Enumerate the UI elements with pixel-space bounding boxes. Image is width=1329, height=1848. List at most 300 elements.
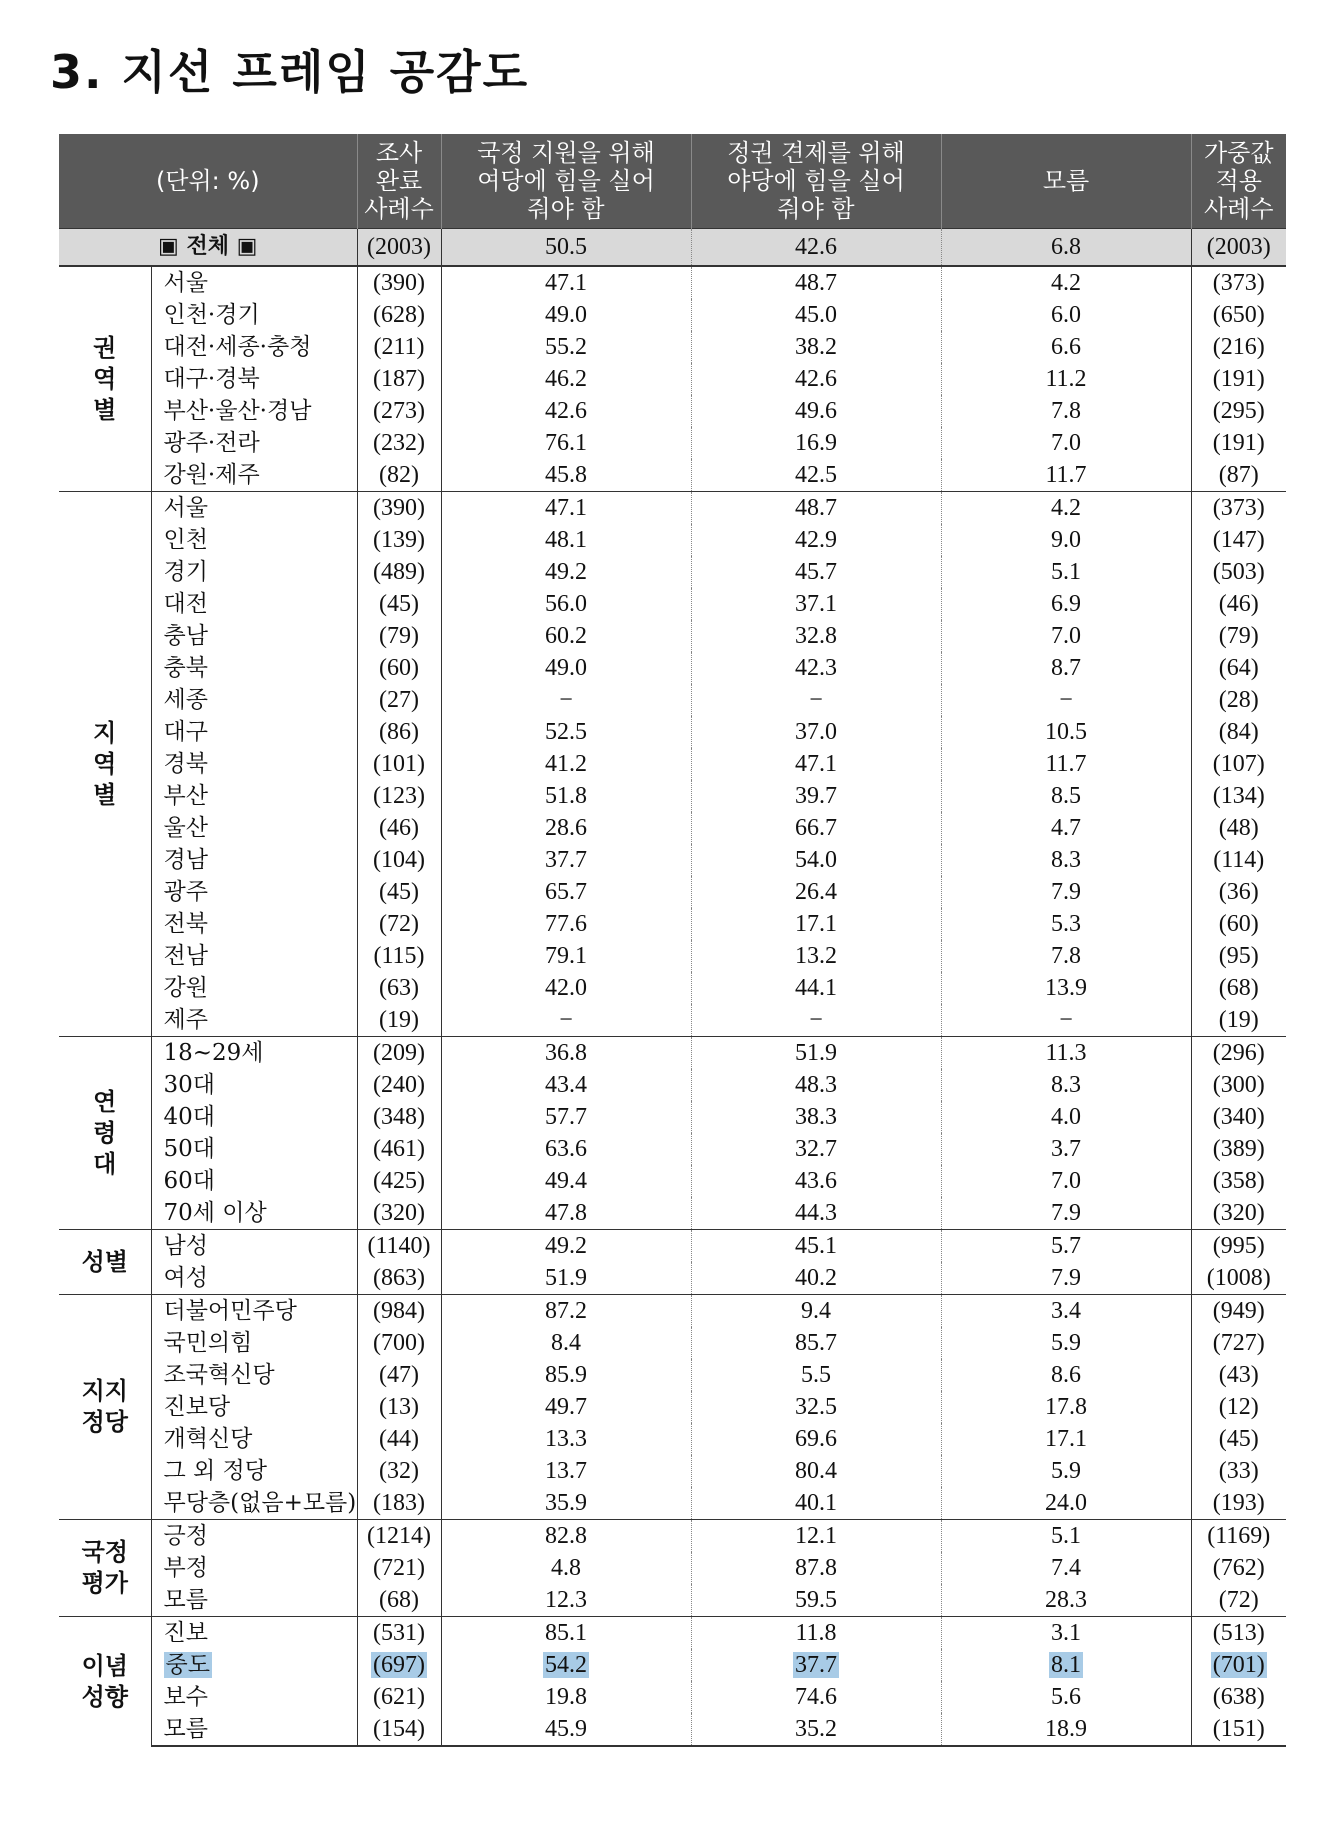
cell-value: 8.5 [1051, 782, 1081, 809]
row-label [151, 652, 357, 684]
cell-support-ruling [441, 1069, 691, 1101]
table-row [59, 1295, 1286, 1328]
cell-weighted-cases [1191, 1197, 1286, 1230]
cell-value: 26.4 [795, 878, 837, 905]
table-row [59, 1230, 1286, 1263]
cell-support-ruling [441, 588, 691, 620]
table-row [59, 972, 1286, 1004]
cell-value: − [559, 686, 573, 713]
cell-check-government [691, 395, 941, 427]
cell-dont-know [941, 1101, 1191, 1133]
cell-value: 37.7 [545, 846, 587, 873]
cell-support-ruling [441, 684, 691, 716]
cell-value: (762) [1212, 1554, 1265, 1581]
cell-support-ruling [441, 1197, 691, 1230]
row-label [151, 908, 357, 940]
cell-value: 45.0 [795, 301, 837, 328]
row-label-text: 경북 [163, 750, 208, 777]
group-label: 연 령 대 [59, 1037, 151, 1230]
cell-dont-know [941, 1391, 1191, 1423]
total-label: ▣ 전체 ▣ [59, 229, 357, 267]
table-row [59, 716, 1286, 748]
cell-weighted-cases [1191, 524, 1286, 556]
cell-value: (209) [373, 1039, 425, 1066]
cell-value: 8.6 [1051, 1361, 1081, 1388]
cell-value: 32.5 [795, 1393, 837, 1420]
cell-value: (373) [1212, 269, 1265, 296]
cell-value: 7.0 [1051, 1167, 1081, 1194]
cell-value: 13.2 [795, 942, 837, 969]
row-label [151, 588, 357, 620]
cell-value: 54.0 [795, 846, 837, 873]
cell-check-government [691, 1520, 941, 1553]
cell-check-government [691, 331, 941, 363]
cell-weighted-cases [1191, 780, 1286, 812]
table-row [59, 1617, 1286, 1650]
header-weighted-cases [1191, 134, 1286, 229]
cell-value: (84) [1218, 718, 1259, 745]
cell-weighted-cases [1191, 908, 1286, 940]
cell-value: (240) [373, 1071, 425, 1098]
cell-cases [357, 588, 441, 620]
cell-value: 48.7 [795, 494, 837, 521]
cell-cases [357, 1681, 441, 1713]
row-label-text: 광주 [163, 878, 208, 905]
cell-value: 48.3 [795, 1071, 837, 1098]
table-row [59, 620, 1286, 652]
cell-cases [357, 459, 441, 492]
cell-value: 17.1 [795, 910, 837, 937]
table-row [59, 1487, 1286, 1520]
group-label: 성별 [59, 1230, 151, 1295]
group-label: 국정 평가 [59, 1520, 151, 1617]
cell-value: (721) [373, 1554, 425, 1581]
table-row [59, 1165, 1286, 1197]
cell-weighted-cases [1191, 1487, 1286, 1520]
cell-value: 13.3 [545, 1425, 587, 1452]
cell-dont-know [941, 492, 1191, 525]
row-label [151, 1681, 357, 1713]
cell-value: (183) [373, 1489, 425, 1516]
header-check-government [691, 134, 941, 229]
cell-weighted-cases [1191, 266, 1286, 299]
cell-cases [357, 1359, 441, 1391]
cell-value: 5.3 [1051, 910, 1081, 937]
table-row [59, 876, 1286, 908]
cell-value: (513) [1212, 1619, 1265, 1646]
cell-value: 42.5 [795, 461, 837, 488]
cell-cases [357, 1069, 441, 1101]
cell-support-ruling [441, 1101, 691, 1133]
cell-value: (984) [373, 1297, 425, 1324]
row-label-text: 인천·경기 [163, 301, 260, 328]
cell-value: 5.5 [801, 1361, 831, 1388]
cell-value: (60) [1218, 910, 1259, 937]
cell-value: 43.6 [795, 1167, 837, 1194]
cell-value: 35.2 [795, 1715, 837, 1742]
table-row [59, 908, 1286, 940]
cell-cases [357, 716, 441, 748]
cell-value: 49.7 [545, 1393, 587, 1420]
cell-check-government [691, 1327, 941, 1359]
cell-check-government [691, 1165, 941, 1197]
row-label-text: 대전 [163, 590, 208, 617]
cell-dont-know [941, 1455, 1191, 1487]
cell-value: (139) [373, 526, 425, 553]
cell-value: (216) [1212, 333, 1265, 360]
cell-value: 47.1 [545, 269, 587, 296]
cell-value: (114) [1213, 846, 1265, 873]
cell-weighted-cases [1191, 1423, 1286, 1455]
cell-weighted-cases [1191, 1295, 1286, 1328]
row-label [151, 716, 357, 748]
table-row [59, 1069, 1286, 1101]
cell-value: 7.9 [1051, 1199, 1081, 1226]
cell-value: (503) [1212, 558, 1265, 585]
cell-value: (373) [1212, 494, 1265, 521]
cell-value: (47) [379, 1361, 419, 1388]
cell-support-ruling [441, 620, 691, 652]
cell-check-government [691, 780, 941, 812]
cell-cases [357, 1487, 441, 1520]
table-row [59, 1584, 1286, 1617]
cell-value: 36.8 [545, 1039, 587, 1066]
cell-dont-know [941, 1649, 1191, 1681]
row-label-text: 60대 [163, 1167, 215, 1194]
cell-value: 74.6 [795, 1683, 837, 1710]
cell-check-government [691, 1455, 941, 1487]
row-label [151, 972, 357, 1004]
row-label-text: 부산·울산·경남 [163, 397, 312, 424]
cell-support-ruling [441, 908, 691, 940]
cell-value: (1169) [1207, 1522, 1271, 1549]
header-weighted-cases-label: 가중값 적용 사례수 [1203, 139, 1274, 223]
group-label: 권 역 별 [59, 266, 151, 492]
cell-value: (389) [1212, 1135, 1265, 1162]
cell-dont-know [941, 427, 1191, 459]
cell-support-ruling [441, 1165, 691, 1197]
cell-value: 11.3 [1045, 1039, 1087, 1066]
cell-cases [357, 1584, 441, 1617]
row-label [151, 1262, 357, 1295]
cell-value: 80.4 [795, 1457, 837, 1484]
cell-dont-know [941, 1617, 1191, 1650]
table-row [59, 780, 1286, 812]
cell-weighted-cases [1191, 1165, 1286, 1197]
group-label: 지 역 별 [59, 492, 151, 1037]
cell-cases [357, 1101, 441, 1133]
cell-value: 7.8 [1051, 397, 1081, 424]
table-row [59, 1455, 1286, 1487]
cell-check-government [691, 427, 941, 459]
cell-value: 47.1 [795, 750, 837, 777]
cell-value: (36) [1218, 878, 1259, 905]
cell-cases [357, 1552, 441, 1584]
table-row [59, 812, 1286, 844]
cell-cases [357, 876, 441, 908]
cell-value: 28.3 [1045, 1586, 1087, 1613]
row-label [151, 459, 357, 492]
cell-cases [357, 940, 441, 972]
cell-support-ruling [441, 1713, 691, 1746]
row-label [151, 1455, 357, 1487]
cell-weighted-cases [1191, 812, 1286, 844]
cell-cases [357, 1327, 441, 1359]
row-label [151, 780, 357, 812]
row-label-text: 18~29세 [163, 1039, 264, 1066]
cell-cases [357, 556, 441, 588]
cell-value: (46) [1218, 590, 1259, 617]
row-label [151, 524, 357, 556]
cell-cases [357, 748, 441, 780]
cell-support-ruling [441, 427, 691, 459]
cell-support-ruling [441, 1520, 691, 1553]
cell-dont-know [941, 1359, 1191, 1391]
cell-support-ruling [441, 780, 691, 812]
cell-value: 39.7 [795, 782, 837, 809]
row-label [151, 1487, 357, 1520]
cell-value: 9.4 [801, 1297, 831, 1324]
cell-support-ruling [441, 940, 691, 972]
header-cases [357, 134, 441, 229]
header-dont-know [941, 134, 1191, 229]
table-row [59, 844, 1286, 876]
table-row [59, 1101, 1286, 1133]
cell-dont-know [941, 684, 1191, 716]
row-label-text: 중도 [165, 1651, 210, 1678]
cell-value: 4.8 [551, 1554, 581, 1581]
cell-value: (193) [1212, 1489, 1265, 1516]
cell-support-ruling [441, 1391, 691, 1423]
cell-check-government [691, 684, 941, 716]
cell-dont-know [941, 395, 1191, 427]
cell-value: (45) [1218, 1425, 1259, 1452]
cell-dont-know [941, 1327, 1191, 1359]
cell-weighted-cases [1191, 1230, 1286, 1263]
cell-value: (295) [1212, 397, 1265, 424]
cell-value: (211) [373, 333, 425, 360]
cell-support-ruling [441, 556, 691, 588]
row-label [151, 1359, 357, 1391]
cell-weighted-cases [1191, 1584, 1286, 1617]
cell-value: 6.6 [1051, 333, 1081, 360]
cell-value: (45) [379, 878, 419, 905]
cell-check-government [691, 363, 941, 395]
cell-support-ruling [441, 1359, 691, 1391]
cell-value: 38.2 [795, 333, 837, 360]
cell-value: (79) [1218, 622, 1259, 649]
table-row [59, 556, 1286, 588]
table-row [59, 1197, 1286, 1230]
cell-value: (425) [373, 1167, 425, 1194]
table-row [59, 684, 1286, 716]
cell-dont-know [941, 556, 1191, 588]
cell-dont-know [941, 1713, 1191, 1746]
cell-value: (104) [373, 846, 425, 873]
cell-check-government [691, 1230, 941, 1263]
row-label-text: 긍정 [163, 1522, 208, 1549]
cell-value: 57.7 [545, 1103, 587, 1130]
cell-value: 8.3 [1051, 1071, 1081, 1098]
cell-value: 7.0 [1051, 622, 1081, 649]
cell-support-ruling [441, 844, 691, 876]
cell-support-ruling [441, 1649, 691, 1681]
cell-value: (320) [373, 1199, 425, 1226]
row-label [151, 812, 357, 844]
cell-value: 6.0 [1051, 301, 1081, 328]
cell-value: 7.9 [1051, 878, 1081, 905]
header-support-ruling-label: 국정 지원을 위해 여당에 힘을 실어 줘야 함 [477, 139, 655, 223]
row-label-text: 국민의힘 [163, 1329, 253, 1356]
row-label-text: 전남 [163, 942, 208, 969]
cell-check-government [691, 1681, 941, 1713]
cell-cases [357, 684, 441, 716]
cell-cases [357, 812, 441, 844]
cell-value: 11.2 [1045, 365, 1087, 392]
cell-check-government [691, 876, 941, 908]
cell-value: 49.2 [545, 558, 587, 585]
cell-value: (628) [373, 301, 425, 328]
cell-cases [357, 1230, 441, 1263]
cell-value: 11.7 [1045, 461, 1087, 488]
cell-weighted-cases [1191, 1520, 1286, 1553]
cell-value: (697) [373, 1651, 425, 1678]
cell-value: 42.6 [545, 397, 587, 424]
cell-value: 3.7 [1051, 1135, 1081, 1162]
cell-value: (101) [373, 750, 425, 777]
header-cases-label: 조사 완료 사례수 [364, 139, 434, 223]
cell-value: 41.2 [545, 750, 587, 777]
cell-value: (191) [1212, 365, 1265, 392]
cell-weighted-cases [1191, 1617, 1286, 1650]
cell-dont-know [941, 1262, 1191, 1295]
cell-support-ruling [441, 299, 691, 331]
cell-support-ruling [441, 1230, 691, 1263]
cell-weighted-cases [1191, 1004, 1286, 1037]
cell-value: (390) [373, 494, 425, 521]
cell-weighted-cases [1191, 876, 1286, 908]
row-label [151, 331, 357, 363]
cell-check-government [691, 1262, 941, 1295]
row-label [151, 844, 357, 876]
table-row [59, 1423, 1286, 1455]
cell-value: (995) [1212, 1232, 1265, 1259]
row-label [151, 1295, 357, 1328]
cell-dont-know [941, 1230, 1191, 1263]
row-label-text: 대구 [163, 718, 208, 745]
cell-check-government [691, 1359, 941, 1391]
cell-value: (72) [1218, 1586, 1259, 1613]
cell-weighted-cases [1191, 972, 1286, 1004]
cell-value: 11.8 [795, 1619, 837, 1646]
table-row [59, 1713, 1286, 1746]
table-row [59, 1552, 1286, 1584]
cell-value: 5.9 [1051, 1457, 1081, 1484]
table-row [59, 459, 1286, 492]
cell-value: 85.1 [545, 1619, 587, 1646]
cell-value: 37.0 [795, 718, 837, 745]
cell-value: (45) [379, 590, 419, 617]
cell-value: (300) [1212, 1071, 1265, 1098]
cell-weighted-cases [1191, 459, 1286, 492]
cell-value: 12.1 [795, 1522, 837, 1549]
table-row [59, 492, 1286, 525]
cell-value: (727) [1212, 1329, 1265, 1356]
cell-value: (107) [1212, 750, 1265, 777]
row-label [151, 1069, 357, 1101]
row-label-text: 모름 [163, 1586, 208, 1613]
cell-cases [357, 1713, 441, 1746]
cell-check-government [691, 1487, 941, 1520]
row-label-text: 충남 [163, 622, 208, 649]
cell-value: (79) [379, 622, 419, 649]
row-label-text: 인천 [163, 526, 208, 553]
cell-weighted-cases [1191, 1069, 1286, 1101]
row-label [151, 363, 357, 395]
cell-value: (340) [1212, 1103, 1265, 1130]
cell-check-government [691, 844, 941, 876]
cell-value: 13.7 [545, 1457, 587, 1484]
cell-dont-know [941, 620, 1191, 652]
cell-value: 17.1 [1045, 1425, 1087, 1452]
cell-value: 16.9 [795, 429, 837, 456]
row-label [151, 1133, 357, 1165]
cell-support-ruling [441, 1681, 691, 1713]
cell-support-ruling [441, 492, 691, 525]
row-label-text: 더불어민주당 [163, 1297, 297, 1324]
cell-cases [357, 266, 441, 299]
cell-support-ruling [441, 652, 691, 684]
cell-dont-know [941, 940, 1191, 972]
cell-support-ruling [441, 1455, 691, 1487]
cell-check-government [691, 1423, 941, 1455]
cell-dont-know [941, 716, 1191, 748]
cell-weighted-cases [1191, 556, 1286, 588]
cell-value: (63) [379, 974, 419, 1001]
cell-value: 8.3 [1051, 846, 1081, 873]
cell-value: (12) [1218, 1393, 1259, 1420]
cell-value: 46.2 [545, 365, 587, 392]
row-label-text: 모름 [163, 1715, 208, 1742]
cell-value: 10.5 [1045, 718, 1087, 745]
cell-check-government [691, 1649, 941, 1681]
cell-weighted-cases [1191, 1327, 1286, 1359]
row-label-text: 대구·경북 [163, 365, 260, 392]
cell-value: (19) [379, 1006, 419, 1033]
header-unit: (단위: %) [59, 134, 357, 229]
row-label-text: 50대 [163, 1135, 215, 1162]
cell-value: 69.6 [795, 1425, 837, 1452]
cell-support-ruling [441, 876, 691, 908]
row-label-text: 경기 [163, 558, 208, 585]
cell-value: (43) [1218, 1361, 1259, 1388]
cell-value: 9.0 [1051, 526, 1081, 553]
cell-value: 8.4 [551, 1329, 581, 1356]
cell-value: 7.4 [1051, 1554, 1081, 1581]
cell-value: 49.0 [545, 654, 587, 681]
row-label-text: 개혁신당 [163, 1425, 253, 1452]
cell-dont-know [941, 652, 1191, 684]
table-row [59, 1391, 1286, 1423]
cell-dont-know [941, 1197, 1191, 1230]
table-row [59, 1262, 1286, 1295]
cell-cases [357, 1617, 441, 1650]
table-row [59, 940, 1286, 972]
cell-cases [357, 492, 441, 525]
row-label [151, 1520, 357, 1553]
cell-support-ruling [441, 1295, 691, 1328]
row-label-text: 남성 [163, 1232, 208, 1259]
